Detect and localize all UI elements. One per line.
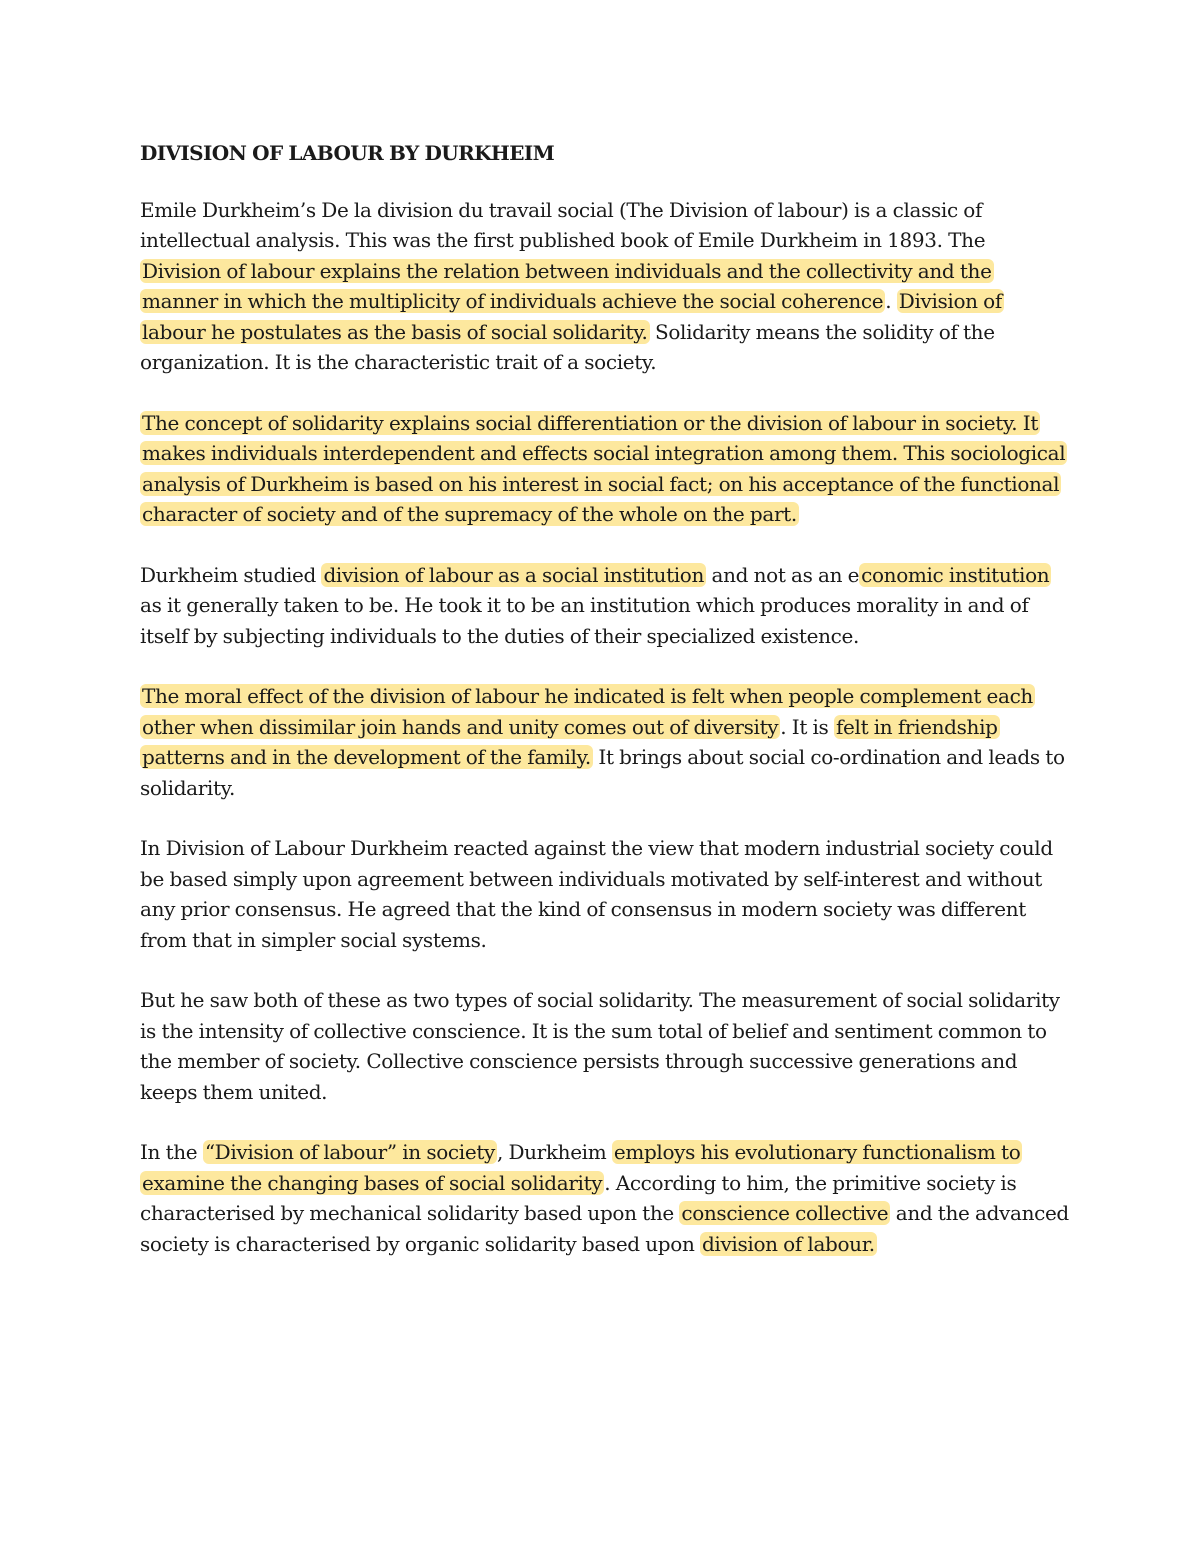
highlighted-text: division of labour. (701, 1231, 875, 1256)
highlighted-text: division of labour as a social institution (323, 562, 705, 587)
highlighted-text: Division of labour he postulates as the basis of social solidarity. (142, 289, 1002, 344)
paragraph (140, 560, 1070, 652)
highlighted-text: The concept of solidarity explains social differentiation or the division of labour in society. It makes individuals interdependent and effects social integration among them. This sociological analysis of Durkheim is based on his interest in social fact; on his acceptance of the functional character of society and of the supremacy of the whole on the part. (142, 410, 1066, 526)
paragraph (140, 985, 1070, 1107)
document-title: DIVISION OF LABOUR BY DURKHEIM (140, 141, 555, 165)
text-run: It brings about social co-ordination and leads to solidarity. (140, 745, 1065, 800)
text-run: In the (140, 1140, 203, 1164)
paragraph (140, 833, 1070, 955)
text-run: Durkheim studied (140, 562, 322, 587)
highlighted-text: The moral effect of the division of labour he indicated is felt when people complement each other when dissimilar join hands and unity comes out of diversity (142, 684, 1033, 739)
text-run: . (885, 289, 897, 313)
highlighted-text: conomic institution (861, 562, 1050, 587)
highlighted-text: employs his evolutionary functionalism to examine the changing bases of social solidarity (142, 1140, 1021, 1195)
document-body (140, 195, 1070, 1260)
text-run: Solidarity means the solidity of the organization. It is the characteristic trait of a society. (140, 319, 995, 374)
text-run: . According to him, the primitive society is characterised by mechanical solidarity based upon the (140, 1170, 1017, 1225)
paragraph (140, 1137, 1070, 1259)
highlighted-text: “Division of labour” in society (204, 1140, 495, 1164)
paragraph (140, 195, 1070, 378)
text-run: and the advanced society is characterised by organic solidarity based upon (140, 1201, 1069, 1256)
text-run: as it generally taken to be. He took it to be an institution which produces morality in and of itself by subjecting individuals to the duties of their specialized existence. (140, 593, 1029, 648)
paragraph (140, 408, 1070, 530)
text-run: . It is (780, 714, 834, 739)
text-run: But he saw both of these as two types of social solidarity. The measurement of social solidarity is the intensity of collective conscience. It is the sum total of belief and sentiment common to the member of society. Collective conscience persists through successive generations and keeps them united. (140, 988, 1060, 1104)
highlighted-text: Division of labour explains the relation between individuals and the collectivity and the manner in which the multiplicity of individuals achieve the social coherence (142, 258, 992, 313)
document-page (140, 138, 1070, 1289)
text-run: In Division of Labour Durkheim reacted against the view that modern industrial society could be based simply upon agreement between individuals motivated by self-interest and without any prior consensus. He agreed that the kind of consensus in modern society was different from that in simpler social systems. (140, 836, 1053, 952)
text-run: and not as an e (706, 562, 860, 587)
highlighted-text: felt in friendship patterns and in the development of the family. (142, 714, 998, 769)
text-run: Emile Durkheim’s De la division du travail social (The Division of labour) is a classic of intellectual analysis. This was the first published book of Emile Durkheim in 1893. The (140, 197, 986, 252)
text-run: , Durkheim (496, 1140, 612, 1164)
highlighted-text: conscience collective (681, 1201, 889, 1225)
paragraph (140, 681, 1070, 803)
